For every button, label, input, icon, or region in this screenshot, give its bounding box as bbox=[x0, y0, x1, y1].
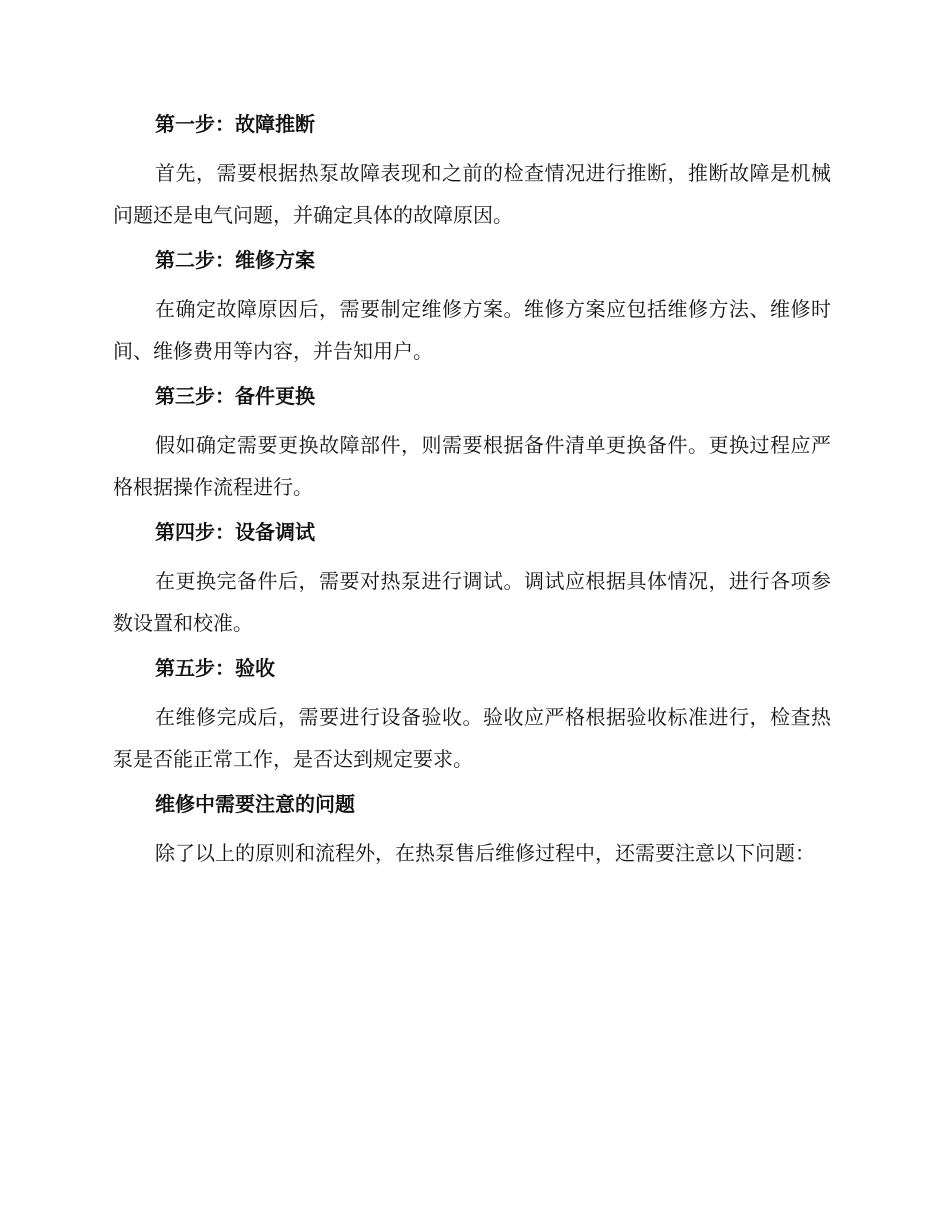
section-step-1 bbox=[113, 108, 831, 236]
section-heading: 第五步：验收 bbox=[155, 656, 275, 680]
section-paragraph: 除了以上的原则和流程外，在热泵售后维修过程中，还需要注意以下问题： bbox=[155, 841, 815, 865]
section-paragraph: 假如确定需要更换故障部件，则需要根据备件清单更换备件。更换过程应严格根据操作流程进行。 bbox=[113, 433, 831, 499]
section-step-5 bbox=[113, 652, 831, 780]
section-heading: 第一步：故障推断 bbox=[155, 112, 315, 136]
section-heading: 维修中需要注意的问题 bbox=[155, 792, 355, 816]
section-heading: 第四步：设备调试 bbox=[155, 520, 315, 544]
section-paragraph: 在更换完备件后，需要对热泵进行调试。调试应根据具体情况，进行各项参数设置和校准。 bbox=[113, 569, 831, 635]
document-page bbox=[113, 108, 831, 882]
section-notes bbox=[113, 788, 831, 874]
section-paragraph: 在确定故障原因后，需要制定维修方案。维修方案应包括维修方法、维修时间、维修费用等内容，并告知用户。 bbox=[113, 297, 831, 363]
section-paragraph: 首先，需要根据热泵故障表现和之前的检查情况进行推断，推断故障是机械问题还是电气问题，并确定具体的故障原因。 bbox=[113, 161, 831, 227]
section-heading: 第三步：备件更换 bbox=[155, 384, 315, 408]
section-paragraph: 在维修完成后，需要进行设备验收。验收应严格根据验收标准进行，检查热泵是否能正常工作，是否达到规定要求。 bbox=[113, 705, 831, 771]
section-step-2 bbox=[113, 244, 831, 372]
section-step-3 bbox=[113, 380, 831, 508]
section-heading: 第二步：维修方案 bbox=[155, 248, 315, 272]
section-step-4 bbox=[113, 516, 831, 644]
